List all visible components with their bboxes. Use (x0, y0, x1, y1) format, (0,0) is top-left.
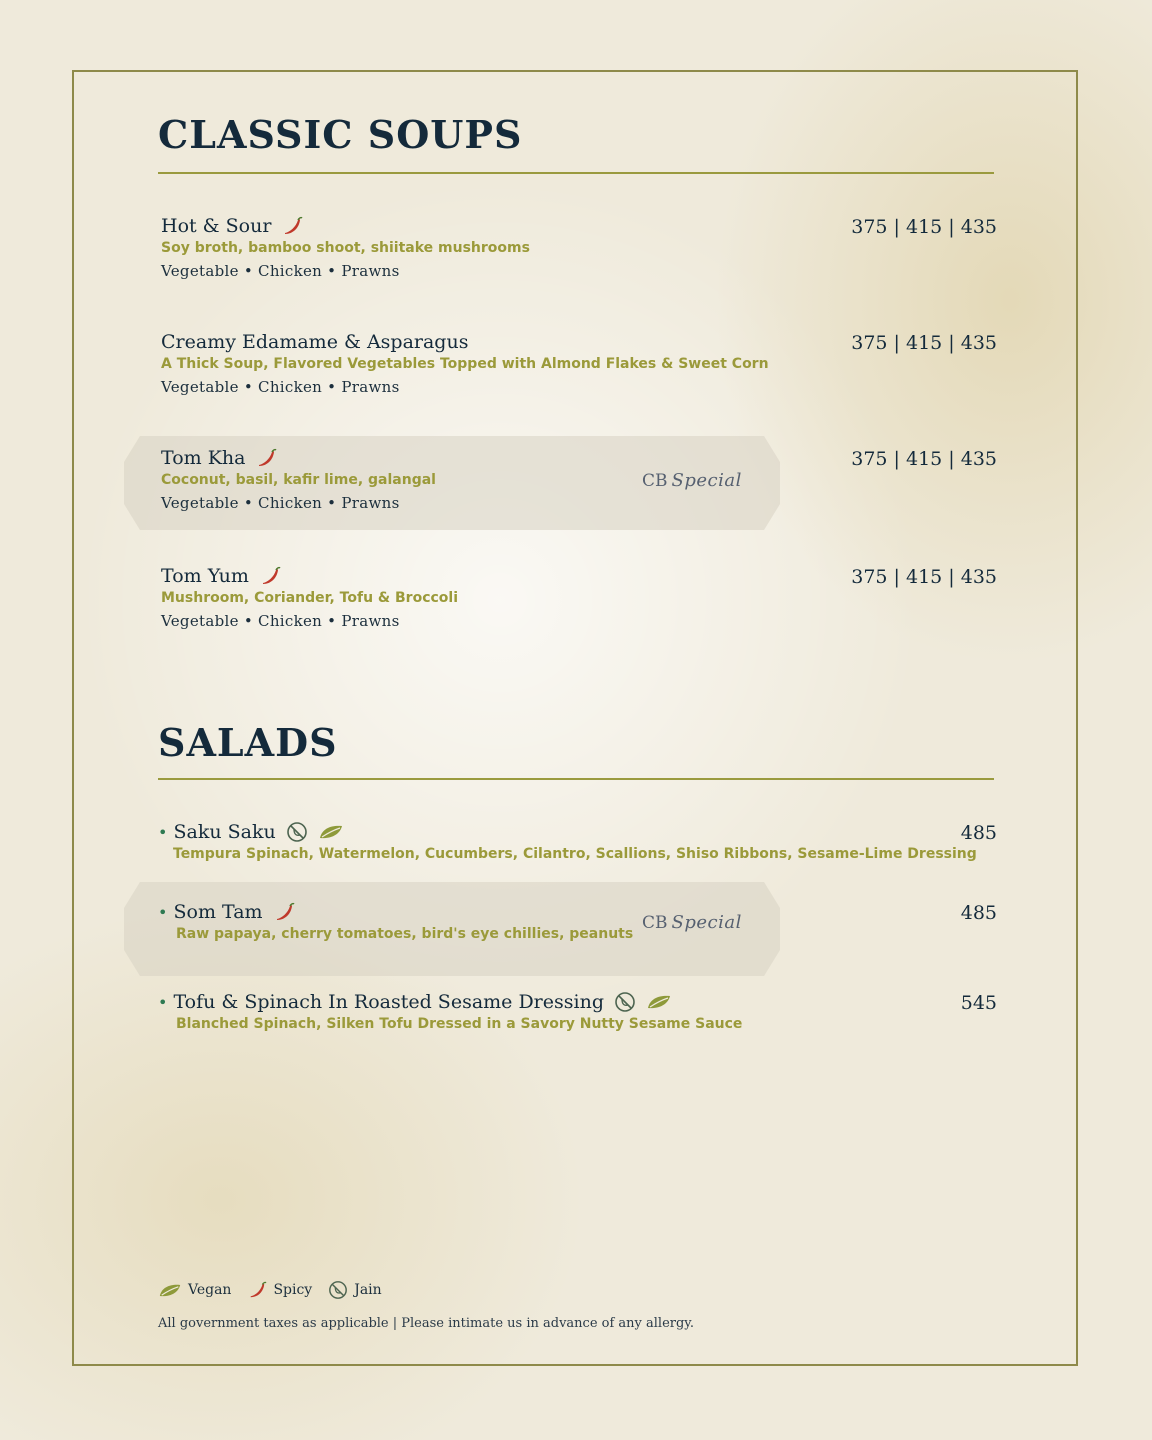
item-options: Vegetable • Chicken • Prawns (161, 494, 400, 512)
jain-no-root-icon (614, 991, 636, 1013)
item-description: Mushroom, Coriander, Tofu & Broccoli (161, 590, 459, 606)
leaf-icon (158, 1283, 182, 1298)
item-price: 485 (960, 902, 997, 924)
menu-item (161, 564, 458, 630)
menu-item (158, 900, 633, 942)
item-price: 375 | 415 | 435 (851, 332, 997, 354)
chili-pepper-icon (273, 902, 295, 922)
item-description: Coconut, basil, kafir lime, galangal (161, 472, 436, 488)
legend-spicy-label: Spicy (273, 1282, 313, 1298)
item-price: 485 (960, 822, 997, 844)
bullet-dot: • (158, 993, 168, 1012)
section-divider (158, 778, 994, 780)
legend-jain-label: Jain (354, 1282, 382, 1298)
item-name: Som Tam (173, 901, 263, 923)
item-description: Tempura Spinach, Watermelon, Cucumbers, Cilantro, Scallions, Shiso Ribbons, Sesame-Lime Dressing (173, 846, 977, 862)
leaf-icon (646, 994, 672, 1010)
section-title-salads: SALADS (158, 720, 338, 765)
cb-special-badge: CB Special (642, 470, 742, 491)
section-title-soups: CLASSIC SOUPS (158, 112, 523, 157)
item-options: Vegetable • Chicken • Prawns (161, 262, 400, 280)
bullet-dot: • (158, 903, 168, 922)
item-name: Hot & Sour (161, 215, 272, 237)
item-description: Soy broth, bamboo shoot, shiitake mushrooms (161, 240, 530, 256)
item-name: Saku Saku (173, 821, 276, 843)
legend (158, 1280, 388, 1300)
legend-vegan-label: Vegan (188, 1282, 232, 1298)
footnote: All government taxes as applicable | Please intimate us in advance of any allergy. (158, 1316, 695, 1331)
chili-pepper-icon (255, 448, 277, 468)
section-divider (158, 172, 994, 174)
item-price: 375 | 415 | 435 (851, 566, 997, 588)
chili-pepper-icon (281, 216, 303, 236)
item-description: A Thick Soup, Flavored Vegetables Topped with Almond Flakes & Sweet Corn (161, 356, 769, 372)
menu-item (161, 214, 530, 280)
item-description: Raw papaya, cherry tomatoes, bird's eye chillies, peanuts (176, 926, 634, 942)
chili-pepper-icon (259, 566, 281, 586)
cb-special-badge: CB Special (642, 912, 742, 933)
item-price: 545 (960, 992, 997, 1014)
chili-pepper-icon (247, 1281, 267, 1299)
menu-item (158, 820, 977, 862)
item-name: Tom Yum (161, 565, 249, 587)
jain-no-root-icon (286, 821, 308, 843)
menu-item (161, 330, 769, 396)
item-name: Tofu & Spinach In Roasted Sesame Dressing (173, 991, 604, 1013)
leaf-icon (318, 824, 344, 840)
item-options: Vegetable • Chicken • Prawns (161, 612, 400, 630)
jain-no-root-icon (328, 1280, 348, 1300)
item-price: 375 | 415 | 435 (851, 448, 997, 470)
item-description: Blanched Spinach, Silken Tofu Dressed in a Savory Nutty Sesame Sauce (176, 1016, 743, 1032)
item-price: 375 | 415 | 435 (851, 216, 997, 238)
item-options: Vegetable • Chicken • Prawns (161, 378, 400, 396)
menu-item (161, 446, 436, 512)
item-name: Tom Kha (161, 447, 246, 469)
item-name: Creamy Edamame & Asparagus (161, 331, 469, 353)
bullet-dot: • (158, 823, 168, 842)
menu-item (158, 990, 742, 1032)
